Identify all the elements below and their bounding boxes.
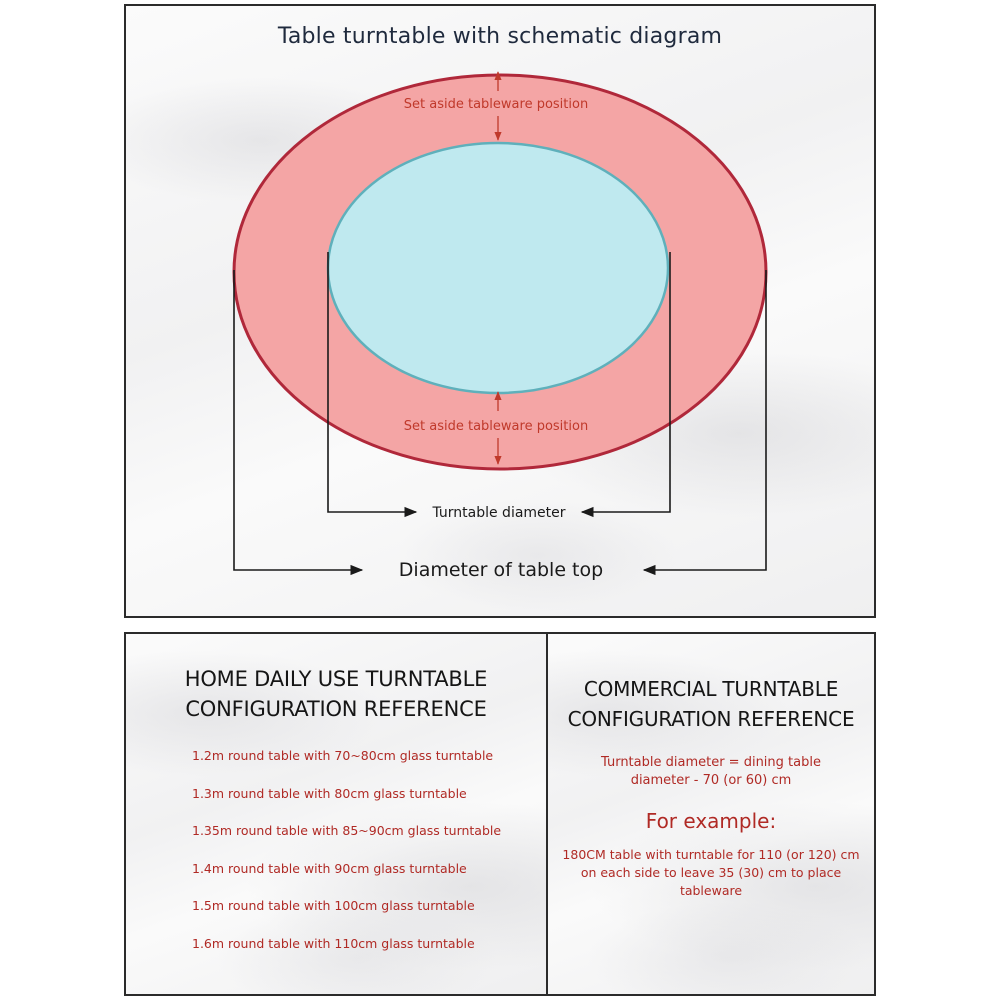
commercial-formula <box>548 754 874 790</box>
commercial-config-panel <box>546 632 876 996</box>
example-heading: For example: <box>645 809 777 833</box>
home-heading-line2: CONFIGURATION REFERENCE <box>185 697 487 721</box>
commercial-heading-line1: COMMERCIAL TURNTABLE <box>583 677 839 701</box>
formula-line2: diameter - 70 (or 60) cm <box>630 773 792 788</box>
commercial-heading-line2: CONFIGURATION REFERENCE <box>567 707 855 731</box>
home-heading-line1: HOME DAILY USE TURNTABLE <box>184 667 488 691</box>
home-config-list <box>192 746 501 971</box>
example-line2: on each side to leave 35 (30) cm to place <box>580 865 842 880</box>
list-item: 1.6m round table with 110cm glass turntable <box>192 935 475 951</box>
turntable-diameter-label: Turntable diameter <box>432 505 566 521</box>
turntable-ellipse <box>328 143 668 393</box>
formula-line1: Turntable diameter = dining table <box>601 755 821 770</box>
list-item: 1.3m round table with 80cm glass turntable <box>192 785 467 801</box>
list-item: 1.4m round table with 90cm glass turntable <box>192 860 467 876</box>
home-config-heading <box>126 664 546 724</box>
example-text <box>558 846 864 900</box>
commercial-config-heading <box>548 674 874 734</box>
schematic-panel <box>124 4 876 618</box>
list-item: 1.35m round table with 85~90cm glass turntable <box>192 823 502 838</box>
top-tableware-label: Set aside tableware position <box>403 97 589 112</box>
schematic-diagram <box>126 6 874 616</box>
table-diameter-label: Diameter of table top <box>398 559 604 581</box>
bottom-tableware-label: Set aside tableware position <box>403 419 589 434</box>
list-item: 1.2m round table with 70~80cm glass turntable <box>192 748 494 763</box>
diagram-title: Table turntable with schematic diagram <box>277 24 723 49</box>
list-item: 1.5m round table with 100cm glass turntable <box>192 898 475 913</box>
example-line3: tableware <box>679 883 743 898</box>
home-config-panel <box>124 632 548 996</box>
example-line1: 180CM table with turntable for 110 (or 120) cm <box>562 847 860 862</box>
